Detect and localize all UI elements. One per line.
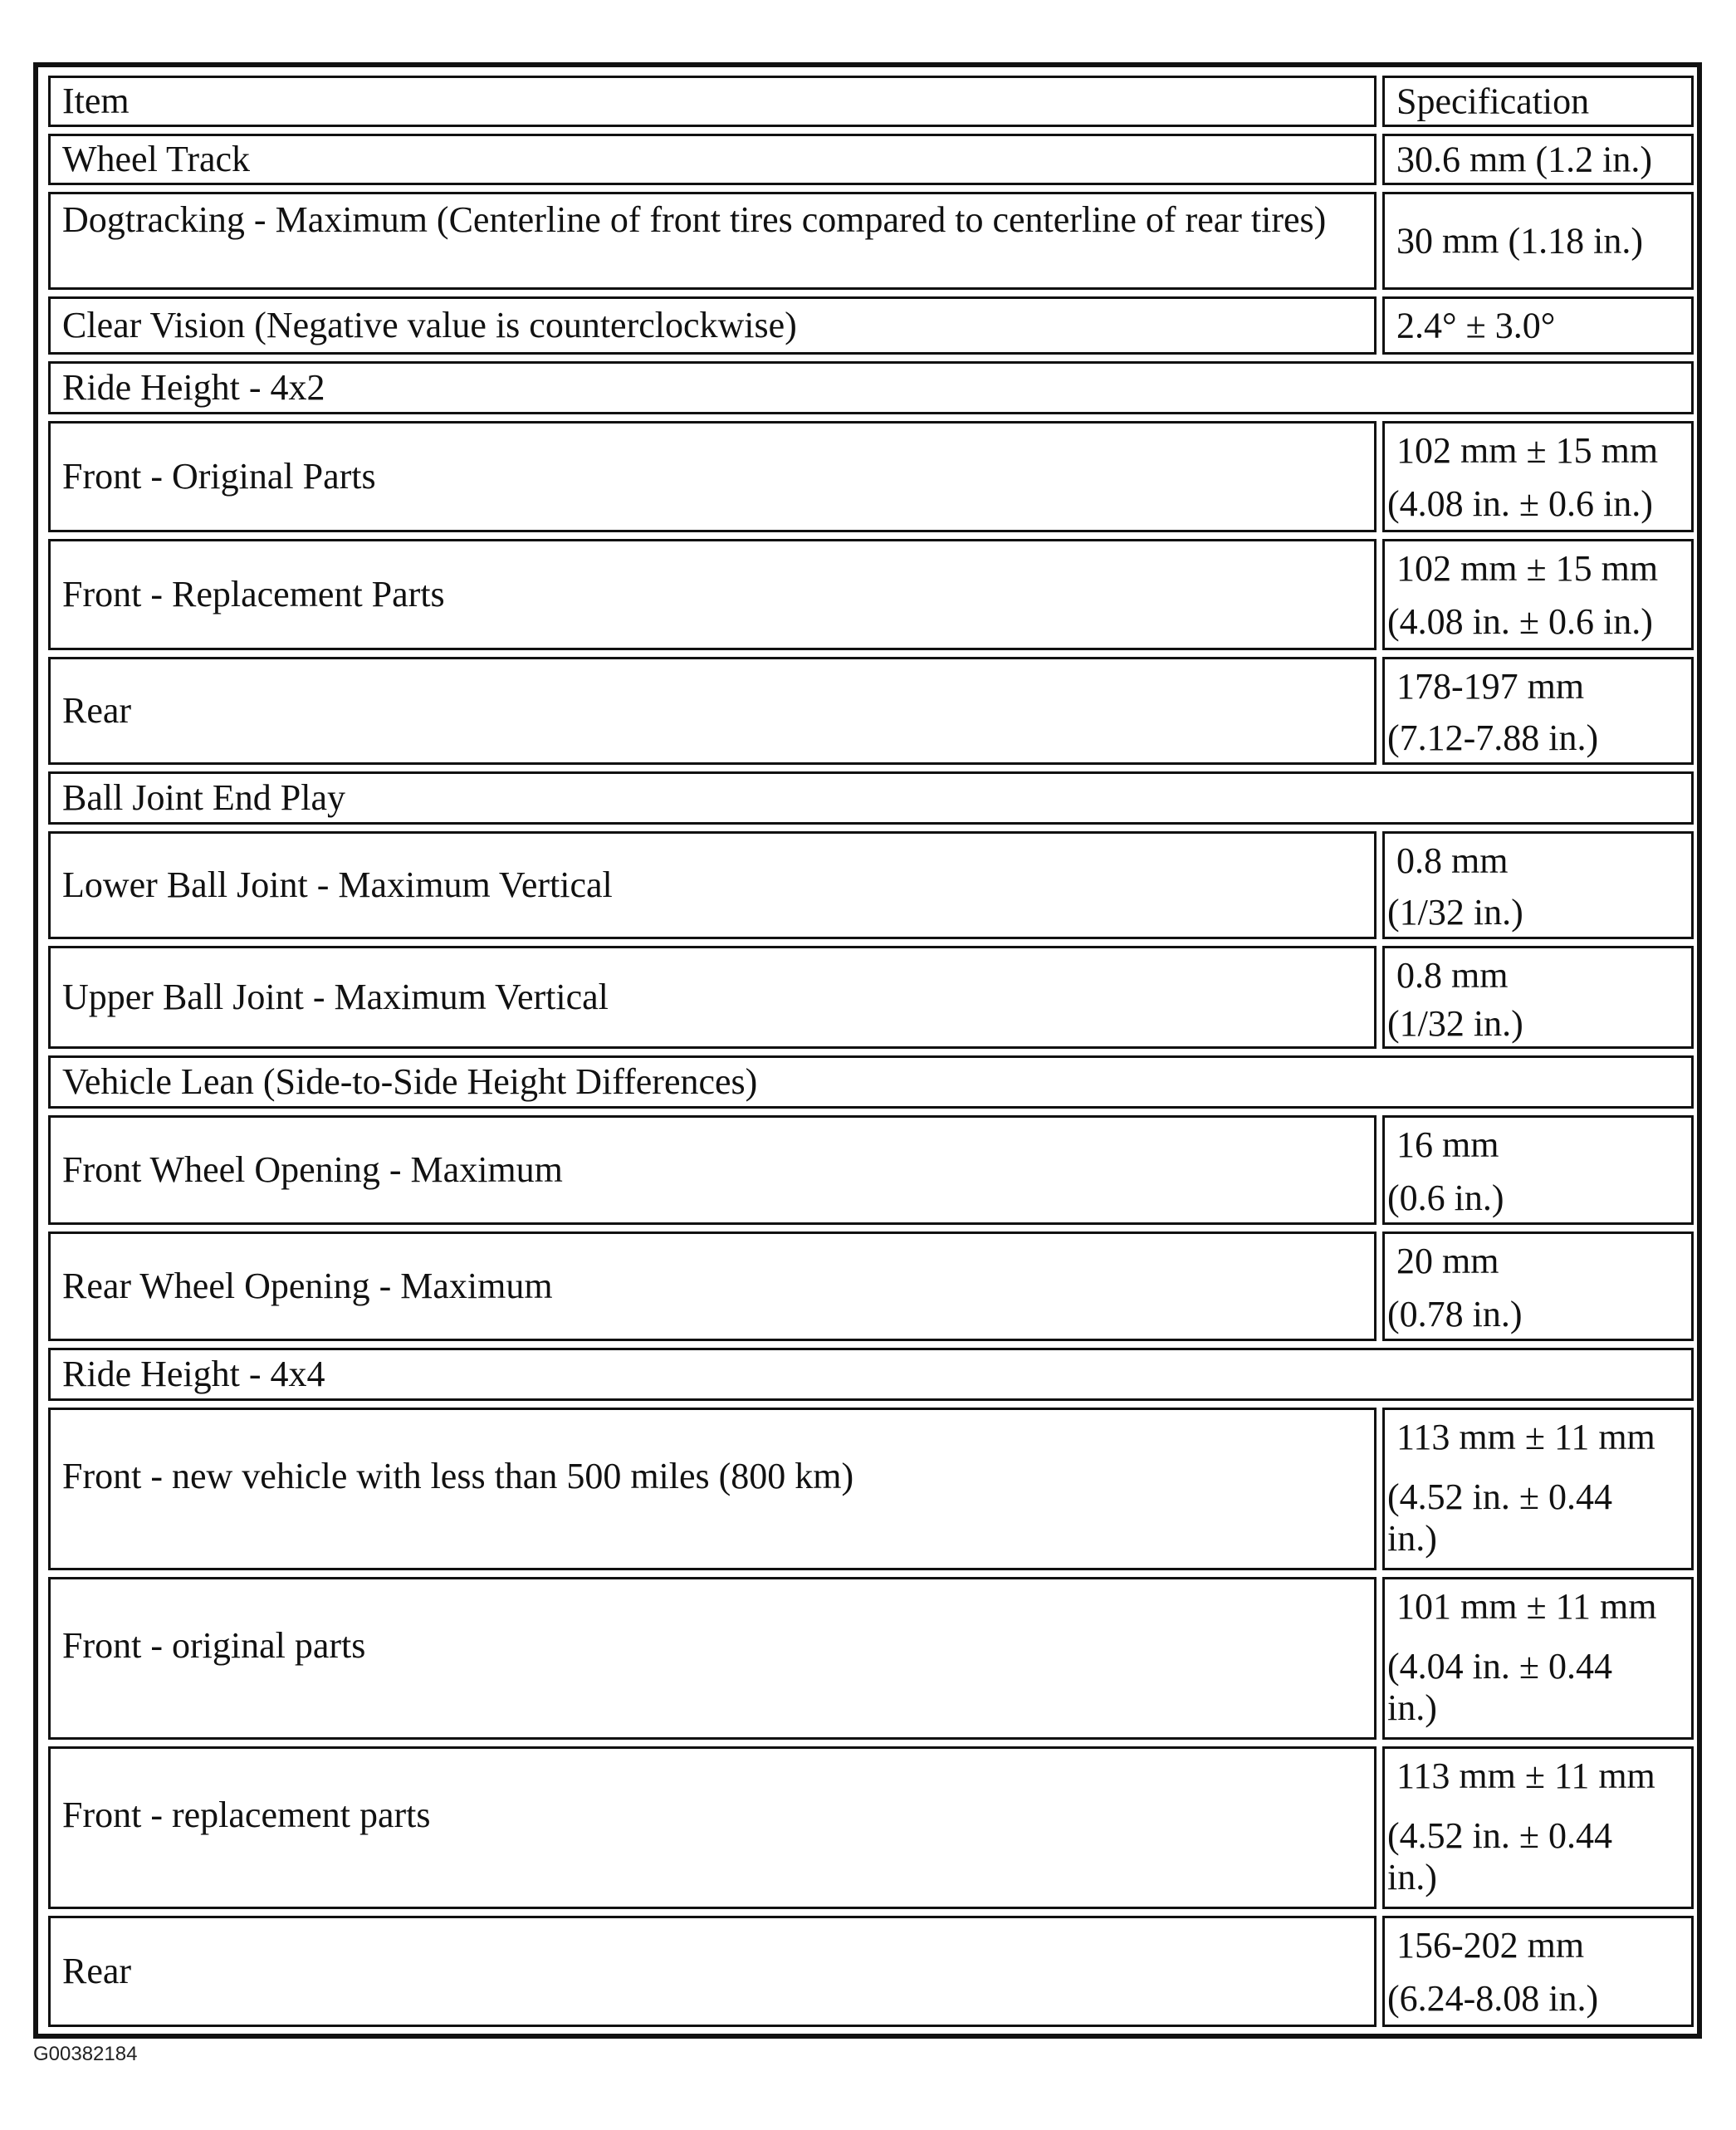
spec-imperial: (0.6 in.): [1387, 1178, 1504, 1218]
item-cell: [48, 296, 1377, 355]
section-label: Ride Height - 4x4: [62, 1354, 325, 1394]
item-cell: [48, 1916, 1377, 2027]
spec-imperial: (4.08 in. ± 0.6 in.): [1387, 601, 1653, 642]
item-label: Front - original parts: [62, 1624, 366, 1666]
item-cell: [48, 1408, 1377, 1570]
spec-cell: [1382, 539, 1694, 650]
spec-metric: 20 mm: [1396, 1241, 1499, 1281]
spec-imperial: (4.52 in. ± 0.44 in.): [1387, 1476, 1613, 1559]
spec-metric: 0.8 mm: [1396, 955, 1509, 996]
item-label: Clear Vision (Negative value is counterclockwise): [62, 305, 797, 345]
item-label: Rear: [62, 1951, 132, 1991]
section-cell: [48, 771, 1694, 825]
spec-cell: [1382, 134, 1694, 185]
item-cell: [48, 1746, 1377, 1909]
spec-cell: [1382, 1408, 1694, 1570]
spec-value: 30 mm (1.18 in.): [1396, 220, 1643, 262]
item-label: Dogtracking - Maximum (Centerline of front tires compared to centerline of rear tires): [62, 199, 1327, 240]
spec-imperial: (0.78 in.): [1387, 1294, 1523, 1334]
header-spec-cell: [1382, 76, 1694, 127]
spec-imperial: (7.12-7.88 in.): [1387, 717, 1599, 758]
spec-metric: 178-197 mm: [1396, 666, 1585, 707]
item-cell: [48, 1231, 1377, 1341]
spec-imperial: (6.24-8.08 in.): [1387, 1978, 1599, 2019]
header-item-cell: [48, 76, 1377, 127]
item-label: Upper Ball Joint - Maximum Vertical: [62, 977, 609, 1017]
table-row: [48, 134, 1694, 185]
spec-metric: 0.8 mm: [1396, 840, 1509, 881]
table-row: [48, 831, 1694, 939]
item-cell: [48, 539, 1377, 650]
section-row: [48, 361, 1694, 414]
spec-metric: 102 mm ± 15 mm: [1396, 430, 1659, 471]
section-cell: [48, 361, 1694, 414]
item-label: Front - new vehicle with less than 500 miles (800 km): [62, 1455, 854, 1496]
item-label: Front - Replacement Parts: [62, 574, 445, 615]
section-row: [48, 771, 1694, 825]
spec-value: 2.4° ± 3.0°: [1396, 305, 1556, 346]
table-row: [48, 296, 1694, 355]
spec-cell: [1382, 421, 1694, 532]
item-cell: [48, 134, 1377, 185]
item-cell: [48, 421, 1377, 532]
section-label: Vehicle Lean (Side-to-Side Height Differences): [62, 1061, 758, 1102]
spec-metric: 101 mm ± 11 mm: [1396, 1586, 1657, 1627]
spec-cell: [1382, 1115, 1694, 1225]
item-cell: [48, 1577, 1377, 1740]
item-label: Rear Wheel Opening - Maximum: [62, 1266, 553, 1306]
spec-imperial: (4.08 in. ± 0.6 in.): [1387, 483, 1653, 524]
item-label: Front Wheel Opening - Maximum: [62, 1149, 563, 1190]
spec-metric: 156-202 mm: [1396, 1925, 1585, 1966]
spec-imperial: (4.04 in. ± 0.44 in.): [1387, 1646, 1613, 1728]
table-row: [48, 1577, 1694, 1740]
item-label: Lower Ball Joint - Maximum Vertical: [62, 864, 613, 905]
section-label: Ball Joint End Play: [62, 777, 345, 818]
table-row: [48, 1115, 1694, 1225]
table-row: [48, 1746, 1694, 1909]
item-label: Wheel Track: [62, 139, 251, 179]
spec-cell: [1382, 831, 1694, 939]
item-cell: [48, 831, 1377, 939]
item-label: Front - replacement parts: [62, 1794, 431, 1835]
table-row: [48, 539, 1694, 650]
spec-cell: [1382, 296, 1694, 355]
table-header-row: [48, 76, 1694, 127]
spec-cell: [1382, 1577, 1694, 1740]
section-cell: [48, 1055, 1694, 1109]
spec-metric: 102 mm ± 15 mm: [1396, 548, 1659, 589]
table-row: [48, 946, 1694, 1049]
spec-cell: [1382, 657, 1694, 765]
spec-cell: [1382, 946, 1694, 1049]
figure-id: G00382184: [33, 2043, 138, 2065]
spec-cell: [1382, 1231, 1694, 1341]
section-row: [48, 1055, 1694, 1109]
spec-cell: [1382, 192, 1694, 290]
section-label: Ride Height - 4x2: [62, 367, 325, 408]
item-label: Rear: [62, 690, 132, 731]
table-row: [48, 192, 1694, 290]
spec-metric: 16 mm: [1396, 1124, 1499, 1165]
spec-imperial: (1/32 in.): [1387, 1003, 1523, 1044]
section-cell: [48, 1348, 1694, 1401]
table-row: [48, 1408, 1694, 1570]
spec-metric: 113 mm ± 11 mm: [1396, 1755, 1655, 1796]
spec-imperial: (4.52 in. ± 0.44 in.): [1387, 1815, 1613, 1897]
table-row: [48, 1916, 1694, 2027]
header-spec-label: Specification: [1396, 81, 1590, 122]
spec-cell: [1382, 1916, 1694, 2027]
spec-imperial: (1/32 in.): [1387, 892, 1523, 933]
spec-metric: 113 mm ± 11 mm: [1396, 1417, 1655, 1457]
item-label: Front - Original Parts: [62, 456, 376, 497]
item-cell: [48, 192, 1377, 290]
item-cell: [48, 657, 1377, 765]
table-row: [48, 421, 1694, 532]
item-cell: [48, 1115, 1377, 1225]
item-cell: [48, 946, 1377, 1049]
table-row: [48, 1231, 1694, 1341]
spec-cell: [1382, 1746, 1694, 1909]
section-row: [48, 1348, 1694, 1401]
spec-table: [33, 62, 1702, 2039]
header-item-label: Item: [62, 81, 130, 121]
table-row: [48, 657, 1694, 765]
spec-value: 30.6 mm (1.2 in.): [1396, 139, 1652, 180]
